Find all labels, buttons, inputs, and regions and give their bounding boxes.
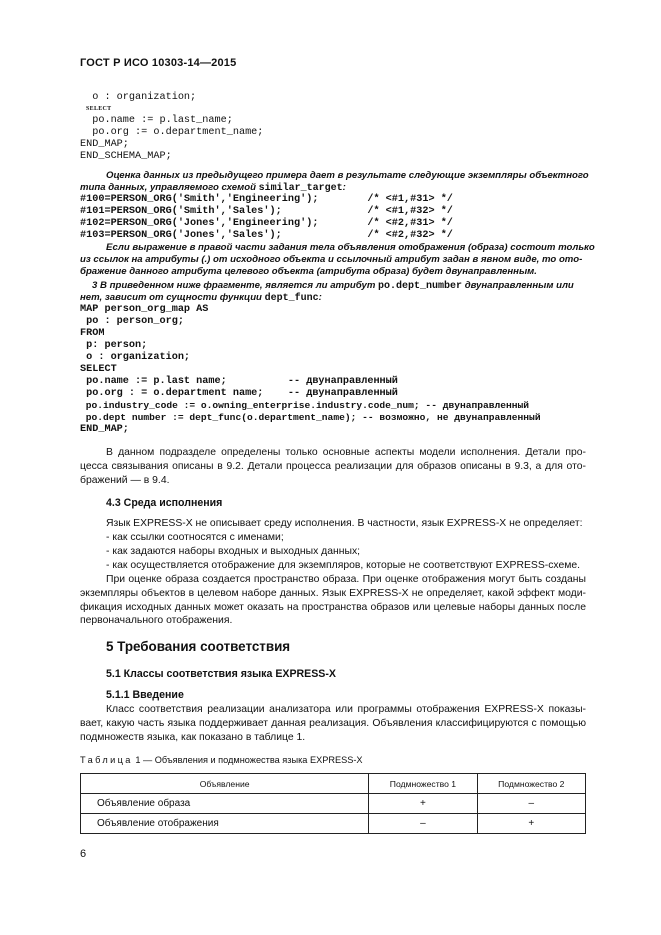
paragraph: При оценке образа создается пространство образа. При оценке отображения могут быть созданы экземпляры объектов в целевом наборе данных. Язык EXPRESS-X не определяет, какой эффект моди- фикация исходных данных может оказать на пространства образов или целевые наборы данных после первоначального отображения. — [80, 574, 586, 627]
code-line: po : person_org; — [80, 316, 184, 327]
table-row — [81, 794, 586, 814]
code-line: #101=PERSON_ORG('Smith','Sales'); /* <#1,#32> */ — [80, 206, 453, 217]
table — [80, 773, 586, 834]
note-text: бражение данного атрибута целевого объекта (атрибута образа) будет двунаправленным. — [80, 266, 537, 277]
list-item: - как задаются наборы входных и выходных данных; — [106, 546, 361, 557]
note-text: из ссылок на атрибуты (.) от исходного объекта и ссылочный атрибут задан в явном виде, то ото- — [80, 254, 583, 265]
code-line: MAP person_org_map AS — [80, 304, 209, 315]
section-heading: 5.1 Классы соответствия языка EXPRESS-X — [106, 668, 336, 680]
table-header-cell: Подмножество 2 — [477, 774, 585, 794]
code-line: po.name := p.last name; -- двунаправленный — [80, 376, 398, 387]
code-line: END_MAP; — [80, 139, 129, 150]
table-cell: Объявление образа — [81, 794, 369, 814]
paragraph: Класс соответствия реализации анализатора или программы отображения EXPRESS-X показы- вает, какую часть языка поддерживает данная реализация. Объявления классифицируются с помощью подмножеств языка, как показано в таблице 1. — [80, 704, 586, 743]
code-line: po.dept number := dept_func(o.department_name); -- возможно, не двунаправленный — [80, 412, 541, 423]
table-caption: Таблица 1 — Объявления и подмножества языка EXPRESS-X — [80, 755, 363, 765]
example-text: 3 В приведенном ниже фрагменте, является ли атрибут po.dept_number двунаправленным или — [92, 280, 574, 292]
table-cell: Объявление отображения — [81, 814, 369, 834]
note-text: Оценка данных из предыдущего примера дает в результате следующие экземпляры объектного — [106, 170, 589, 181]
list-item: - как ссылки соотносятся с именами; — [106, 532, 284, 543]
paragraph: В данном подразделе определены только основные аспекты модели исполнения. Детали про- цесса связывания описаны в 9.2. Детали процесса реализации для образов описаны в 9.3, а для ото- бражений — в 9.4. — [80, 447, 586, 486]
list-item: - как осуществляется отображение для экземпляров, которые не соответствуют EXPRESS-схеме. — [106, 560, 581, 571]
table-row — [81, 814, 586, 834]
table-header-cell: Объявление — [81, 774, 369, 794]
note-text: Если выражение в правой части задания тела объявления отображения (образа) состоит только — [106, 242, 595, 253]
paragraph: Язык EXPRESS-X не описывает среду исполнения. В частности, язык EXPRESS-X не определяет: — [106, 518, 583, 529]
code-line: END_SCHEMA_MAP; — [80, 151, 172, 162]
section-heading: 5.1.1 Введение — [106, 689, 184, 701]
note-text: типа данных, управляемого схемой similar_target: — [80, 182, 346, 194]
section-heading: 4.3 Среда исполнения — [106, 497, 223, 509]
code-line: po.org := o.department_name; — [80, 127, 264, 138]
table-cell: – — [369, 814, 477, 834]
table-cell: + — [369, 794, 477, 814]
code-keyword-select: SELECT — [86, 106, 112, 112]
code-line: #100=PERSON_ORG('Smith','Engineering'); /* <#1,#31> */ — [80, 194, 453, 205]
code-line: FROM — [80, 328, 105, 339]
code-line: o : organization; — [80, 92, 197, 103]
code-line: o : organization; — [80, 352, 191, 363]
code-line: p: person; — [80, 340, 148, 351]
code-line: po.industry_code := o.owning_enterprise.industry.code_num; -- двунаправленный — [80, 400, 530, 411]
example-text: нет, зависит от сущности функции dept_func: — [80, 292, 322, 304]
page-number: 6 — [80, 848, 87, 860]
table-header-cell: Подмножество 1 — [369, 774, 477, 794]
table-cell: + — [477, 814, 585, 834]
code-line: END_MAP; — [80, 424, 129, 435]
code-line: po.name := p.last_name; — [80, 115, 233, 126]
table-header-row — [81, 774, 586, 794]
code-line: #102=PERSON_ORG('Jones','Engineering'); /* <#2,#31> */ — [80, 218, 453, 229]
chapter-heading: 5 Требования соответствия — [106, 639, 291, 654]
code-line: #103=PERSON_ORG('Jones','Sales'); /* <#2,#32> */ — [80, 230, 453, 241]
table-cell: – — [477, 794, 585, 814]
document-header: ГОСТ Р ИСО 10303-14—2015 — [80, 57, 237, 69]
code-line: po.org : = o.department name; -- двунаправленный — [80, 388, 398, 399]
code-line: SELECT — [80, 364, 117, 375]
